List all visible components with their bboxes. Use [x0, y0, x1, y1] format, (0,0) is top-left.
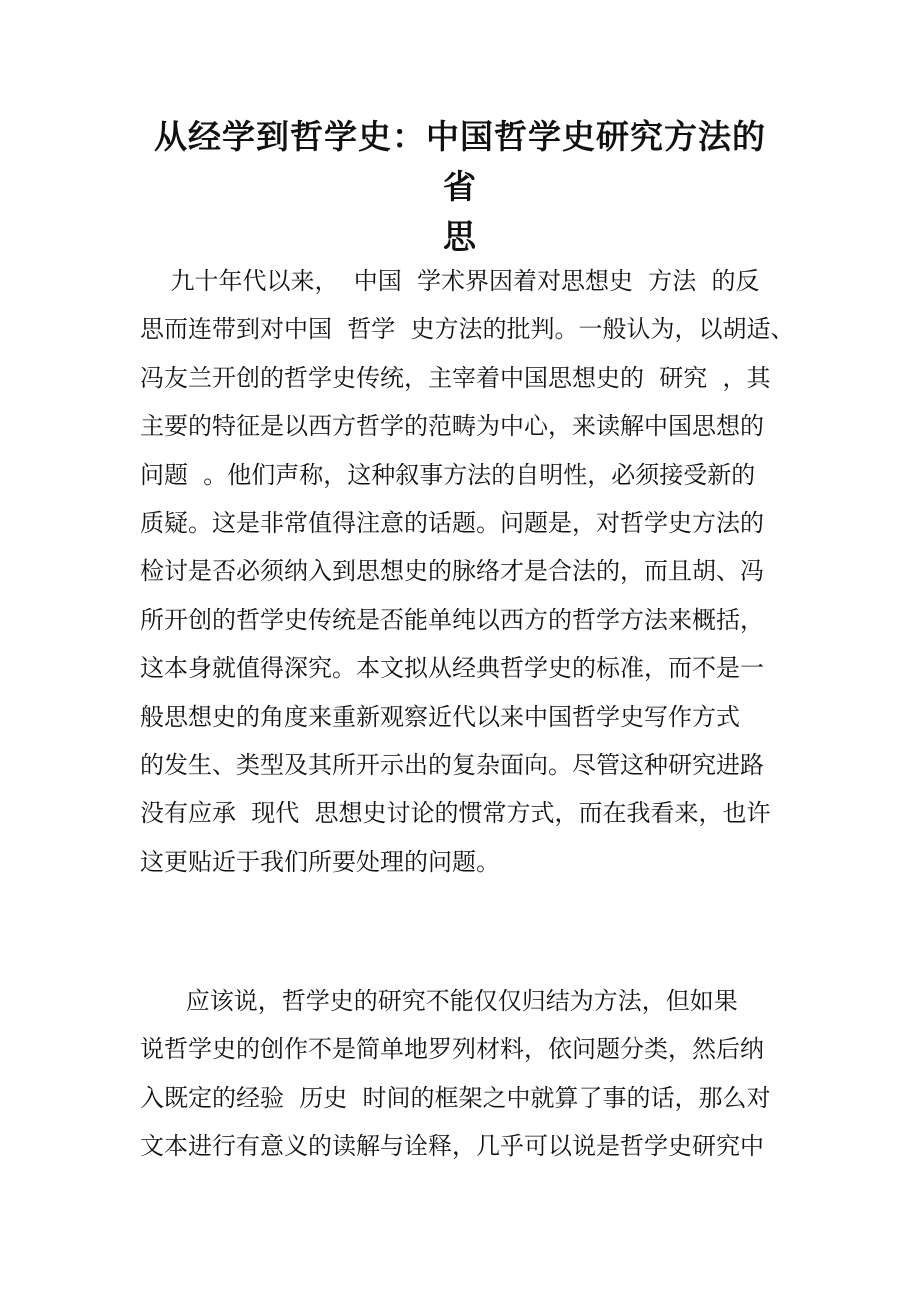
- text-line: 没有应承 现代 思想史讨论的惯常方式，而在我看来，也许: [140, 799, 771, 828]
- text-line: 说哲学史的创作不是简单地罗列材料，依问题分类，然后纳: [140, 1035, 764, 1064]
- title-line: 从经学到哲学史：中国哲学史研究方法的省: [154, 117, 766, 206]
- text-line: 入既定的经验 历史 时间的框架之中就算了事的话，那么对: [140, 1083, 771, 1112]
- document-title: [140, 112, 780, 262]
- text-line: 这本身就值得深究。本文拟从经典哲学史的标准，而不是一: [140, 654, 764, 683]
- paragraph-1: [140, 257, 795, 886]
- text-line: 这更贴近于我们所要处理的问题。: [140, 847, 500, 876]
- text-line: 的发生、类型及其所开示出的复杂面向。尽管这种研究进路: [140, 750, 764, 779]
- text-line: 文本进行有意义的读解与诠释，几乎可以说是哲学史研究中: [140, 1132, 764, 1161]
- text-line: 检讨是否必须纳入到思想史的脉络才是合法的，而且胡、冯: [140, 557, 764, 586]
- text-line: 主要的特征是以西方哲学的范畴为中心，来读解中国思想的: [140, 412, 764, 441]
- text-line: 所开创的哲学史传统是否能单纯以西方的哲学方法来概括，: [140, 605, 764, 634]
- text-line: 思而连带到对中国 哲学 史方法的批判。一般认为，以胡适、: [140, 315, 795, 344]
- text-line: 般思想史的角度来重新观察近代以来中国哲学史写作方式: [140, 702, 740, 731]
- text-line: 质疑。这是非常值得注意的话题。问题是，对哲学史方法的: [140, 508, 764, 537]
- paragraph-2: [140, 977, 790, 1171]
- text-line: 问题 。他们声称，这种叙事方法的自明性，必须接受新的: [140, 460, 756, 489]
- text-line: 应该说，哲学史的研究不能仅仅归结为方法，但如果: [140, 987, 738, 1015]
- title-line: 思: [443, 217, 477, 256]
- text-line: 九十年代以来， 中国 学术界因着对思想史 方法 的反: [140, 267, 760, 295]
- text-line: 冯友兰开创的哲学史传统，主宰着中国思想史的 研究 ，其: [140, 363, 771, 392]
